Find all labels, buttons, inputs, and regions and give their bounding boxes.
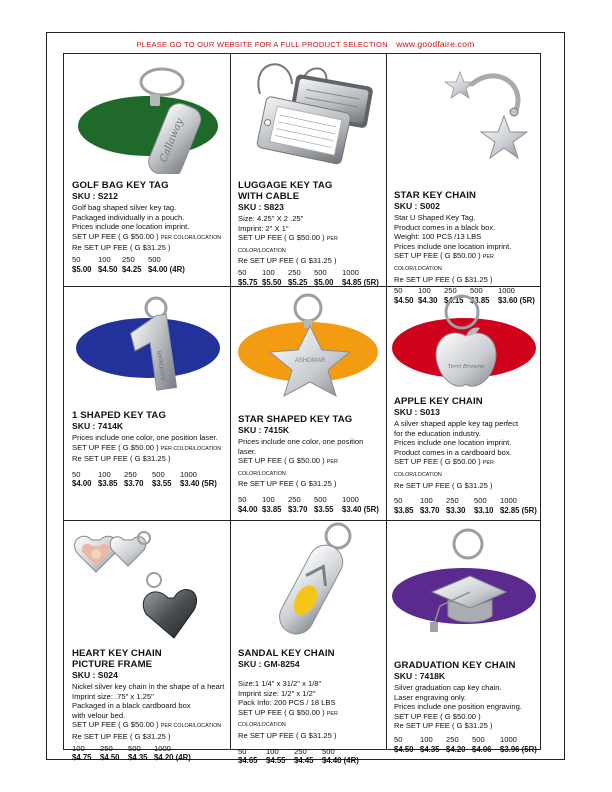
qty-value: 1000 <box>342 494 359 504</box>
product-desc-line: Packaged individually in a pouch. <box>72 212 185 222</box>
product-desc-line: Prices include one location imprint. <box>72 222 190 232</box>
price-value: $3.70 <box>420 505 440 515</box>
qty-value: 500 <box>470 286 483 296</box>
qty-value: 1000 <box>498 286 515 296</box>
product-info <box>72 410 226 489</box>
product-desc-line: Packaged in a black cardboard box <box>72 701 191 711</box>
sandal-key-chain-image <box>230 520 386 644</box>
price-value: $3.70 <box>124 479 144 489</box>
quantity-row <box>238 495 382 505</box>
price-value: $4.50 <box>394 295 414 305</box>
tag-engraving: Callaway <box>158 117 186 165</box>
resetup-fee: Re SET UP FEE ( G $31.25 ) <box>72 454 171 464</box>
resetup-fee: Re SET UP FEE ( G $31.25 ) <box>72 243 171 253</box>
product-title: SANDAL KEY CHAIN <box>238 648 335 659</box>
product-desc-line: A silver shaped apple key tag perfect <box>394 419 519 428</box>
resetup-fee: Re SET UP FEE ( G $31.25 ) <box>238 479 337 489</box>
setup-fee-unit: PER COLOR/LOCATION <box>160 445 222 452</box>
product-desc-line: Size: 4.25" X 2 .25" <box>238 214 304 223</box>
star-tag <box>481 116 527 158</box>
product-sku: SKU : 7418K <box>394 671 446 681</box>
sandal-tag <box>274 539 349 640</box>
qty-value: 250 <box>446 734 459 744</box>
resetup-fee: Re SET UP FEE ( G $31.25 ) <box>238 256 337 266</box>
qty-value: 250 <box>100 743 113 753</box>
price-value: $3.85 <box>262 504 282 514</box>
qty-value: 50 <box>72 469 81 479</box>
price-value: $5.75 <box>238 277 258 287</box>
qty-value: 250 <box>288 267 301 277</box>
website-banner <box>47 39 564 49</box>
product-title: GOLF BAG KEY TAG <box>72 180 169 191</box>
quantity-row <box>238 747 382 757</box>
resetup-fee: Re SET UP FEE ( G $31.25 ) <box>394 721 493 731</box>
product-title: PICTURE FRAME <box>72 659 153 670</box>
product-desc-line: Size:1 1/4" x 31/2" x 1/8" <box>238 679 322 688</box>
price-value: $3.30 <box>446 505 466 515</box>
price-value: $5.25 <box>288 277 308 287</box>
product-info <box>238 648 382 766</box>
setup-fee: SET UP FEE ( G $50.00 ) <box>238 233 325 243</box>
qty-value: 100 <box>266 746 279 756</box>
product-info <box>72 648 226 763</box>
qty-value: 500 <box>148 254 161 264</box>
price-row <box>72 753 226 763</box>
setup-fee: SET UP FEE ( G $50.00 ) <box>72 231 159 241</box>
price-value: $4.75 <box>72 753 92 763</box>
website-link[interactable]: www.goodfaire.com <box>396 39 475 49</box>
heart-key-chain-image <box>64 520 230 644</box>
qty-value: 50 <box>238 267 247 277</box>
price-value: $4.50 <box>394 744 414 754</box>
banner-text: PLEASE GO TO OUR WEBSITE FOR A FULL PRODUCT SELECTION <box>136 40 388 49</box>
qty-value: 500 <box>322 746 335 756</box>
price-value: $4.85 (5R) <box>342 277 379 287</box>
setup-fee-unit: PER COLOR/LOCATION <box>160 234 222 241</box>
qty-value: 50 <box>238 494 247 504</box>
setup-fee: SET UP FEE ( G $50.00 ) <box>394 457 481 467</box>
qty-value: 100 <box>420 496 433 506</box>
resetup-fee: Re SET UP FEE ( G $31.25 ) <box>394 274 493 284</box>
price-value: $3.55 <box>314 504 334 514</box>
product-desc-line: Imprint: 2" X 1" <box>238 223 289 233</box>
price-value: $5.00 <box>72 264 92 274</box>
product-desc-line: Golf bag shaped silver key tag. <box>72 203 177 212</box>
quantity-row <box>72 255 226 265</box>
product-desc-line: Prices include one position engraving. <box>394 702 522 712</box>
qty-value: 500 <box>314 267 327 277</box>
product-desc-line: for the education industry. <box>394 428 481 438</box>
resetup-fee: Re SET UP FEE ( G $31.25 ) <box>72 731 171 741</box>
setup-fee-unit: PER COLOR/LOCATION <box>238 236 338 254</box>
price-value: $4.15 <box>444 295 464 305</box>
star-shaped-key-tag-image <box>230 286 386 406</box>
key-ring <box>454 530 482 558</box>
key-ring <box>295 295 321 321</box>
qty-value: 50 <box>238 746 247 756</box>
product-card-apple-key-chain <box>386 286 542 520</box>
product-desc-line: Product comes in a cardboard box. <box>394 447 512 457</box>
setup-fee: SET UP FEE ( G $50.00 ) <box>72 720 159 730</box>
resetup-fee: Re SET UP FEE ( G $31.25 ) <box>238 730 337 740</box>
key-ring <box>147 573 161 587</box>
product-sku: SKU : S212 <box>72 191 118 201</box>
setup-fee: SET UP FEE ( G $50.00 ) <box>394 251 481 261</box>
product-card-star-key-chain <box>386 54 542 305</box>
price-value: $3.70 <box>288 504 308 514</box>
quantity-row <box>238 268 382 278</box>
cable-loop <box>258 64 292 94</box>
product-card-star-shaped-key-tag <box>230 286 386 520</box>
tag-engraving: Terri Browne <box>447 364 485 370</box>
product-desc-line: Imprint size: 1/2" x 1/2" <box>238 688 316 698</box>
qty-value: 1000 <box>500 496 517 506</box>
price-value: $4.45 <box>294 756 314 766</box>
qty-value: 50 <box>394 286 403 296</box>
qty-value: 100 <box>262 494 275 504</box>
price-value: $4.35 <box>128 753 148 763</box>
product-title: STAR KEY CHAIN <box>394 190 477 201</box>
setup-fee: SET UP FEE ( G $50.00 ) <box>238 456 325 466</box>
price-value: $3.85 <box>470 295 490 305</box>
photo-face <box>91 549 101 559</box>
price-value: $3.96 (5R) <box>500 744 537 754</box>
qty-value: 250 <box>124 469 137 479</box>
product-card-graduation-key-chain <box>386 520 542 754</box>
qty-value: 50 <box>394 734 403 744</box>
product-desc-line: Prices include one location imprint. <box>394 241 512 251</box>
setup-fee-unit: PER COLOR/LOCATION <box>238 710 338 729</box>
price-value: $4.20 (4R) <box>154 753 191 763</box>
product-sku: SKU : GM-8254 <box>238 659 300 669</box>
product-desc-line: with velour bed. <box>72 710 126 720</box>
product-info <box>72 180 226 274</box>
price-value: $4.00 <box>238 504 258 514</box>
price-value: $3.85 <box>394 505 414 515</box>
setup-fee: SET UP FEE ( G $50.00 ) <box>238 707 325 717</box>
setup-fee-unit: PER COLOR/LOCATION <box>160 723 222 730</box>
setup-fee: SET UP FEE ( G $50.00 ) <box>72 442 159 452</box>
product-title: LUGGAGE KEY TAG <box>238 180 333 191</box>
product-desc-line: Nickel silver key chain in the shape of a heart <box>72 682 225 691</box>
ring-clasp <box>150 94 160 106</box>
qty-value: 100 <box>262 267 275 277</box>
tag-engraving: ASHOMAR <box>157 349 168 381</box>
product-card-heart-picture-frame <box>64 520 230 763</box>
product-sku: SKU : S002 <box>394 201 440 211</box>
product-title: HEART KEY CHAIN <box>72 648 162 659</box>
product-desc-line: Silver graduation cap key chain. <box>394 683 502 692</box>
price-row <box>394 506 538 516</box>
product-sku: SKU : S823 <box>238 202 284 212</box>
qty-value: 50 <box>394 496 403 506</box>
price-row <box>72 479 226 489</box>
resetup-fee: Re SET UP FEE ( G $31.25 ) <box>394 480 493 490</box>
price-value: $4.55 <box>266 756 286 766</box>
price-row <box>238 505 382 515</box>
apple-key-chain-image <box>386 286 542 406</box>
qty-value: 1000 <box>180 469 197 479</box>
tag-engraving: ASHOMAR <box>294 358 326 364</box>
quantity-row <box>394 735 538 745</box>
price-value: $4.00 <box>72 479 92 489</box>
product-title: WITH CABLE <box>238 191 300 202</box>
price-value: $4.00 (4R) <box>148 264 185 274</box>
qty-value: 500 <box>474 496 487 506</box>
1-shaped-key-tag-image <box>64 286 230 406</box>
qty-value: 500 <box>128 743 141 753</box>
graduation-key-chain-image <box>386 520 542 644</box>
product-info <box>238 414 382 514</box>
price-value: $3.60 (5R) <box>498 295 535 305</box>
qty-value: 250 <box>444 286 457 296</box>
setup-fee-unit: PER COLOR/LOCATION <box>394 254 494 272</box>
price-value: $4.30 <box>418 295 438 305</box>
product-card-1-shaped-key-tag <box>64 286 230 520</box>
qty-value: 50 <box>72 254 81 264</box>
product-title: GRADUATION KEY CHAIN <box>394 660 516 671</box>
price-value: $5.50 <box>262 277 282 287</box>
qty-value: 250 <box>294 746 307 756</box>
quantity-row <box>394 496 538 506</box>
price-value: $4.06 <box>472 744 492 754</box>
product-desc-line: Prices include one color, one position laser. <box>72 433 218 442</box>
qty-value: 250 <box>122 254 135 264</box>
price-value: $4.20 <box>446 744 466 754</box>
price-value: $3.40 (5R) <box>342 504 379 514</box>
price-value: $3.10 <box>474 505 494 515</box>
star-key-chain-image <box>386 54 542 174</box>
qty-value: 100 <box>418 286 431 296</box>
product-info <box>394 660 538 754</box>
qty-value: 1000 <box>500 734 517 744</box>
price-value: $4.40 (4R) <box>322 756 359 766</box>
apple-tag <box>436 333 496 386</box>
product-desc-line: Prices include one location imprint. <box>394 438 512 448</box>
quantity-row <box>72 470 226 480</box>
qty-value: 500 <box>314 494 327 504</box>
product-desc-line: Pack Info: 200 PCS / 18 LBS <box>238 698 336 708</box>
golf-bag-key-tag-image <box>64 54 230 174</box>
product-info <box>394 396 538 515</box>
qty-value: 500 <box>472 734 485 744</box>
product-card-sandal-key-chain <box>230 520 386 766</box>
product-desc-line: Prices include one color, one position laser. <box>238 437 364 456</box>
qty-value: 1000 <box>342 267 359 277</box>
product-desc-line: Product comes in a black box. <box>394 222 496 232</box>
price-value: $4.50 <box>98 264 118 274</box>
product-desc-line: Weight: 100 PCS /13 LBS <box>394 232 482 242</box>
product-sku: SKU : S024 <box>72 670 118 680</box>
qty-value: 100 <box>420 734 433 744</box>
qty-value: 250 <box>446 496 459 506</box>
product-sku: SKU : 7414K <box>72 421 124 431</box>
setup-fee-unit: PER COLOR/LOCATION <box>238 459 338 477</box>
setup-fee-unit: PER COLOR/LOCATION <box>394 460 494 478</box>
price-row <box>72 265 226 275</box>
price-value: $2.85 (5R) <box>500 505 537 515</box>
page-frame <box>46 32 565 766</box>
price-value: $4.65 <box>238 756 258 766</box>
quantity-row <box>72 744 226 754</box>
product-desc-line: Star U Shaped Key Tag. <box>394 213 476 222</box>
product-info <box>238 180 382 287</box>
qty-value: 100 <box>98 469 111 479</box>
price-value: $4.50 <box>100 753 120 763</box>
setup-fee: SET UP FEE ( G $50.00 ) <box>394 711 481 721</box>
price-row <box>394 745 538 755</box>
product-sku: SKU : S013 <box>394 407 440 417</box>
u-shaped-ring <box>472 76 518 110</box>
heart-frame-closed <box>143 589 196 638</box>
product-title: APPLE KEY CHAIN <box>394 396 483 407</box>
product-desc-line: Imprint size: .75" x 1.25" <box>72 691 154 701</box>
qty-value: 500 <box>152 469 165 479</box>
qty-value: 100 <box>72 743 85 753</box>
key-ring <box>141 69 183 95</box>
price-value: $4.35 <box>420 744 440 754</box>
product-title: 1 SHAPED KEY TAG <box>72 410 167 421</box>
product-title: STAR SHAPED KEY TAG <box>238 414 353 425</box>
tassel <box>430 622 438 632</box>
heart-frame-back <box>110 537 146 566</box>
product-card-luggage-key-tag <box>230 54 386 286</box>
price-value: $3.40 (5R) <box>180 479 217 489</box>
price-row <box>238 756 382 766</box>
qty-value: 250 <box>288 494 301 504</box>
price-value: $4.25 <box>122 264 142 274</box>
qty-value: 1000 <box>154 743 171 753</box>
product-grid <box>63 53 541 766</box>
product-desc-line: Laser engraving only. <box>394 692 467 702</box>
product-sku: SKU : 7415K <box>238 425 290 435</box>
price-value: $3.85 <box>98 479 118 489</box>
ring-ball <box>510 108 518 116</box>
luggage-key-tag-image <box>230 54 386 174</box>
price-value: $3.55 <box>152 479 172 489</box>
qty-value: 100 <box>98 254 111 264</box>
product-card-golf-bag-key-tag <box>64 54 230 286</box>
price-value: $5.00 <box>314 277 334 287</box>
key-ring <box>326 524 350 548</box>
